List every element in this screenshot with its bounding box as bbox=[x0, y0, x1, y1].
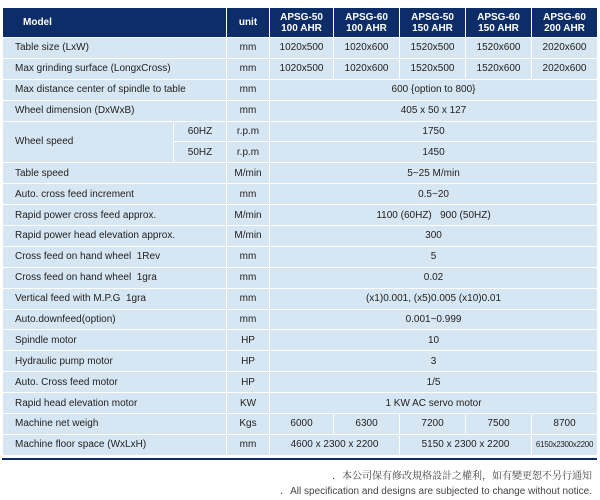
row-label: Max grinding surface (LongxCross) bbox=[3, 58, 227, 79]
row-auto-cross-increment bbox=[3, 184, 598, 205]
row-value: 1020x500 bbox=[270, 38, 334, 59]
row-label: Spindle motor bbox=[3, 330, 227, 351]
row-label: Vertical feed with M.P.G 1gra bbox=[3, 288, 227, 309]
row-table-speed bbox=[3, 163, 598, 184]
row-unit: HP bbox=[227, 351, 270, 372]
row-label: Cross feed on hand wheel 1Rev bbox=[3, 246, 227, 267]
row-label: Wheel speed bbox=[3, 121, 174, 163]
row-value: 8700 bbox=[532, 414, 598, 435]
row-value: 1 KW AC servo motor bbox=[270, 393, 598, 414]
model-col-2: APSG-60 100 AHR bbox=[334, 8, 400, 38]
model-header: Model bbox=[3, 8, 227, 38]
row-value: 1520x500 bbox=[400, 58, 466, 79]
unit-header: unit bbox=[227, 8, 270, 38]
row-unit: mm bbox=[227, 434, 270, 455]
row-value: 6150x2300x2200 bbox=[532, 434, 598, 455]
row-rapid-cross bbox=[3, 205, 598, 226]
row-max-grinding bbox=[3, 58, 598, 79]
row-value: 1520x600 bbox=[466, 38, 532, 59]
row-unit: mm bbox=[227, 288, 270, 309]
row-value: 600 {option to 800} bbox=[270, 79, 598, 100]
row-auto-cross-motor bbox=[3, 372, 598, 393]
row-rapid-head-motor bbox=[3, 393, 598, 414]
row-label: Table speed bbox=[3, 163, 227, 184]
row-label: Hydraulic pump motor bbox=[3, 351, 227, 372]
row-hydraulic-motor bbox=[3, 351, 598, 372]
freq-label: 60HZ bbox=[174, 121, 227, 142]
row-unit: mm bbox=[227, 58, 270, 79]
row-value: 7500 bbox=[466, 414, 532, 435]
row-label: Max distance center of spindle to table bbox=[3, 79, 227, 100]
row-unit: HP bbox=[227, 330, 270, 351]
row-value: (x1)0.001, (x5)0.005 (x10)0.01 bbox=[270, 288, 598, 309]
header-row bbox=[3, 8, 598, 38]
row-unit: M/min bbox=[227, 226, 270, 247]
row-label: Rapid power head elevation approx. bbox=[3, 226, 227, 247]
row-label: Machine net weigh bbox=[3, 414, 227, 435]
model-col-3: APSG-50 150 AHR bbox=[400, 8, 466, 38]
row-wheel-dimension bbox=[3, 100, 598, 121]
row-label: Wheel dimension (DxWxB) bbox=[3, 100, 227, 121]
row-value: 7200 bbox=[400, 414, 466, 435]
row-label: Rapid power cross feed approx. bbox=[3, 205, 227, 226]
row-spindle-motor bbox=[3, 330, 598, 351]
row-value: 1520x600 bbox=[466, 58, 532, 79]
row-value: 300 bbox=[270, 226, 598, 247]
row-unit: M/min bbox=[227, 163, 270, 184]
row-value: 5150 x 2300 x 2200 bbox=[400, 434, 532, 455]
row-value: 0.5~20 bbox=[270, 184, 598, 205]
row-auto-downfeed bbox=[3, 309, 598, 330]
row-value: 6000 bbox=[270, 414, 334, 435]
row-label: Auto.downfeed(option) bbox=[3, 309, 227, 330]
row-value: 1450 bbox=[270, 142, 598, 163]
row-value: 1100 (60HZ) 900 (50HZ) bbox=[270, 205, 598, 226]
row-label: Auto. cross feed increment bbox=[3, 184, 227, 205]
model-col-4: APSG-60 150 AHR bbox=[466, 8, 532, 38]
row-value: 4600 x 2300 x 2200 bbox=[270, 434, 400, 455]
row-label: Machine floor space (WxLxH) bbox=[3, 434, 227, 455]
row-value: 1020x600 bbox=[334, 38, 400, 59]
row-label: Table size (LxW) bbox=[3, 38, 227, 59]
row-unit: mm bbox=[227, 309, 270, 330]
freq-label: 50HZ bbox=[174, 142, 227, 163]
row-unit: mm bbox=[227, 184, 270, 205]
note-english: ．All specification and designs are subjected to change without notice. bbox=[280, 486, 592, 497]
row-value: 1020x500 bbox=[270, 58, 334, 79]
row-label: Cross feed on hand wheel 1gra bbox=[3, 267, 227, 288]
row-value: 1/5 bbox=[270, 372, 598, 393]
row-value: 5 bbox=[270, 246, 598, 267]
row-value: 1750 bbox=[270, 121, 598, 142]
row-cross-feed-rev bbox=[3, 246, 598, 267]
row-net-weight bbox=[3, 414, 598, 435]
spec-table bbox=[2, 7, 598, 456]
row-value: 0.001~0.999 bbox=[270, 309, 598, 330]
row-unit: r.p.m bbox=[227, 142, 270, 163]
row-label: Auto. Cross feed motor bbox=[3, 372, 227, 393]
row-label: Rapid head elevation motor bbox=[3, 393, 227, 414]
note-chinese: ．本公司保有修改規格設計之權利，如有變更恕不另行通知 bbox=[332, 471, 592, 482]
row-unit: mm bbox=[227, 267, 270, 288]
row-wheel-speed-60 bbox=[3, 121, 598, 142]
row-value: 1020x600 bbox=[334, 58, 400, 79]
row-unit: r.p.m bbox=[227, 121, 270, 142]
row-value: 5~25 M/min bbox=[270, 163, 598, 184]
row-value: 3 bbox=[270, 351, 598, 372]
row-cross-feed-gra bbox=[3, 267, 598, 288]
row-unit: HP bbox=[227, 372, 270, 393]
row-vertical-feed bbox=[3, 288, 598, 309]
row-unit: mm bbox=[227, 246, 270, 267]
row-table-size bbox=[3, 38, 598, 59]
row-unit: mm bbox=[227, 79, 270, 100]
row-unit: M/min bbox=[227, 205, 270, 226]
row-value: 405 x 50 x 127 bbox=[270, 100, 598, 121]
row-unit: mm bbox=[227, 38, 270, 59]
row-unit: mm bbox=[227, 100, 270, 121]
model-col-5: APSG-60 200 AHR bbox=[532, 8, 598, 38]
row-value: 1520x500 bbox=[400, 38, 466, 59]
bottom-rule bbox=[2, 458, 597, 460]
model-col-1: APSG-50 100 AHR bbox=[270, 8, 334, 38]
row-value: 10 bbox=[270, 330, 598, 351]
row-unit: KW bbox=[227, 393, 270, 414]
row-value: 2020x600 bbox=[532, 38, 598, 59]
row-rapid-head bbox=[3, 226, 598, 247]
row-floor-space bbox=[3, 434, 598, 455]
row-value: 0.02 bbox=[270, 267, 598, 288]
row-value: 6300 bbox=[334, 414, 400, 435]
row-unit: Kgs bbox=[227, 414, 270, 435]
row-value: 2020x600 bbox=[532, 58, 598, 79]
row-max-distance bbox=[3, 79, 598, 100]
